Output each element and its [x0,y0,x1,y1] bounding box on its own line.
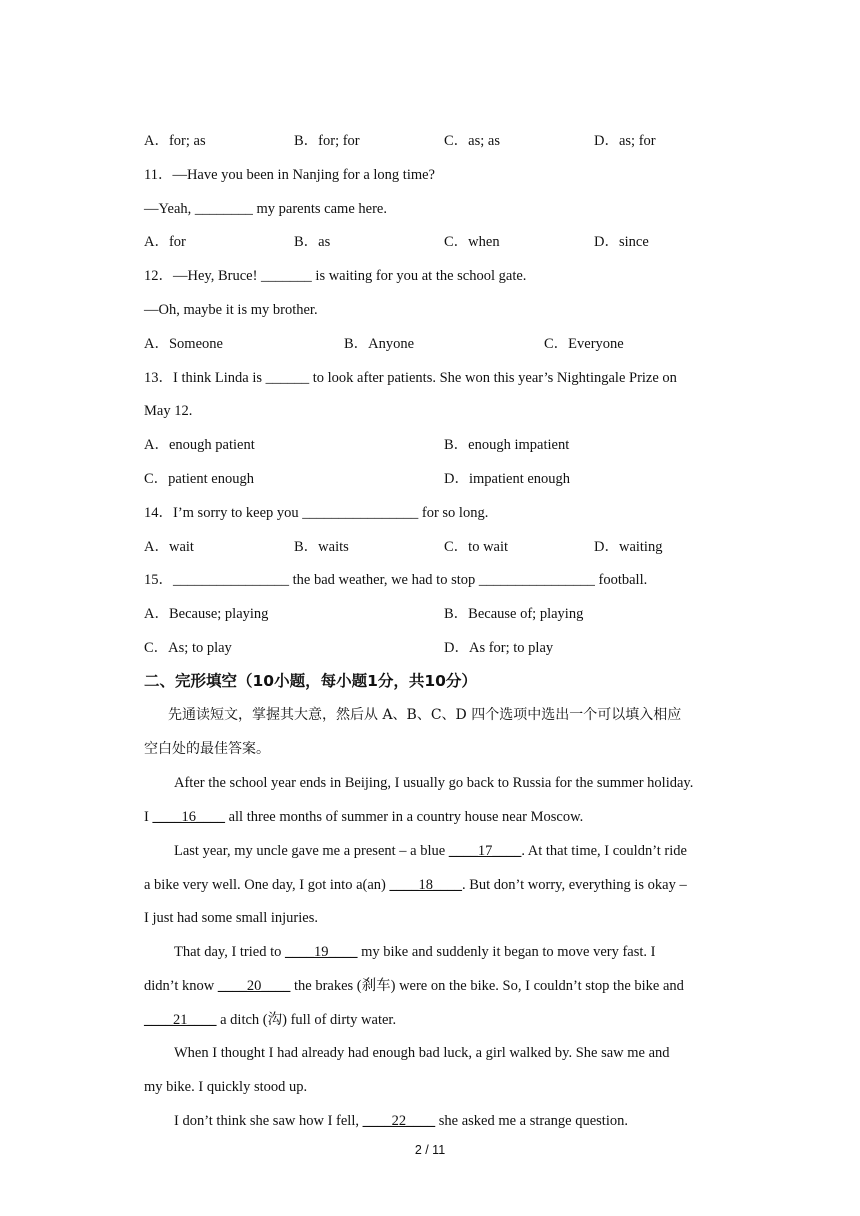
q10-option-a: A．for; as [144,133,206,149]
q15-stem: 15．________________ the bad weather, we had to stop ________________ football. [144,572,648,588]
passage-text: I don’t think she saw how I fell, [174,1113,363,1129]
q10-option-c: C．as; as [444,133,500,149]
passage-line [174,1111,628,1131]
q11-option-d: D．since [594,234,649,250]
blank-22: ____22____ [362,1113,436,1129]
passage-text: Last year, my uncle gave me a present – a blue [174,843,449,859]
blank-17: ____17____ [448,843,522,859]
passage-text: I [144,809,153,825]
passage-text: . But don’t worry, everything is okay – [461,877,687,893]
passage-line: When I thought I had already had enough bad luck, a girl walked by. She saw me and [174,1045,670,1061]
q15-option-c: C．As; to play [144,640,232,656]
q14-option-c: C．to wait [444,539,509,555]
q10-option-d: D．as; for [594,133,656,149]
q12-reply: —Oh, maybe it is my brother. [144,302,318,318]
q13-option-c: C．patient enough [144,471,254,487]
section-instruction-line-1: 先通读短文，掌握其大意，然后从 A、B、C、D 四个选项中选出一个可以填入相应 [168,707,682,723]
passage-line [144,875,687,895]
q12-option-a: A．Someone [144,336,223,352]
page-number: 2 / 11 [414,1143,446,1157]
q13-option-a: A．enough patient [144,437,255,453]
passage-text: . At that time, I couldn’t ride [521,843,687,859]
q14-option-a: A．wait [144,539,194,555]
passage-text: a ditch (沟) full of dirty water. [216,1012,397,1028]
q14-option-d: D．waiting [594,539,663,555]
q11-option-c: C．when [444,234,500,250]
passage-text: all three months of summer in a country house near Moscow. [224,809,584,825]
passage-text: didn’t know [144,978,218,994]
blank-20: ____20____ [217,978,291,994]
passage-line [174,841,687,861]
passage-text: the brakes (刹车) were on the bike. So, I couldn’t stop the bike and [290,978,684,994]
q12-option-c: C．Everyone [544,336,624,352]
q12-option-b: B．Anyone [344,336,415,352]
q10-option-b: B．for; for [294,133,360,149]
q11-option-b: B．as [294,234,331,250]
passage-text: my bike and suddenly it began to move very fast. I [357,944,656,960]
section-heading: 二、完形填空（10小题，每小题1分，共10分） [144,672,477,690]
q13-option-b: B．enough impatient [444,437,570,453]
passage-text: a bike very well. One day, I got into a(an) [144,877,390,893]
q13-stem-line-1: 13．I think Linda is ______ to look after patients. She won this year’s Nightingale Prize on [144,370,677,386]
passage-line [144,976,684,996]
passage-line [174,942,656,962]
blank-18: ____18____ [389,877,462,893]
blank-16: ____16____ [152,809,225,825]
q14-option-b: B．waits [294,539,349,555]
blank-19: ____19____ [285,944,358,960]
q11-option-a: A．for [144,234,186,250]
q12-stem: 12．—Hey, Bruce! _______ is waiting for you at the school gate. [144,268,527,284]
passage-text: she asked me a strange question. [435,1113,628,1129]
passage-line: After the school year ends in Beijing, I usually go back to Russia for the summer holiday. [174,775,694,791]
passage-text: That day, I tried to [174,944,285,960]
section-instruction-line-2: 空白处的最佳答案。 [144,741,270,757]
q15-option-d: D．As for; to play [444,640,554,656]
q14-stem: 14．I’m sorry to keep you ________________ for so long. [144,505,489,521]
q13-option-d: D．impatient enough [444,471,571,487]
q11-reply: —Yeah, ________ my parents came here. [144,201,387,217]
passage-line: my bike. I quickly stood up. [144,1079,308,1095]
q11-stem: 11．—Have you been in Nanjing for a long time? [144,167,435,183]
passage-line [144,1010,396,1030]
blank-21: ____21____ [144,1012,217,1028]
q13-stem-line-2: May 12. [144,403,193,419]
passage-line: I just had some small injuries. [144,910,318,926]
q15-option-b: B．Because of; playing [444,606,584,622]
q15-option-a: A．Because; playing [144,606,269,622]
passage-line [144,807,583,827]
